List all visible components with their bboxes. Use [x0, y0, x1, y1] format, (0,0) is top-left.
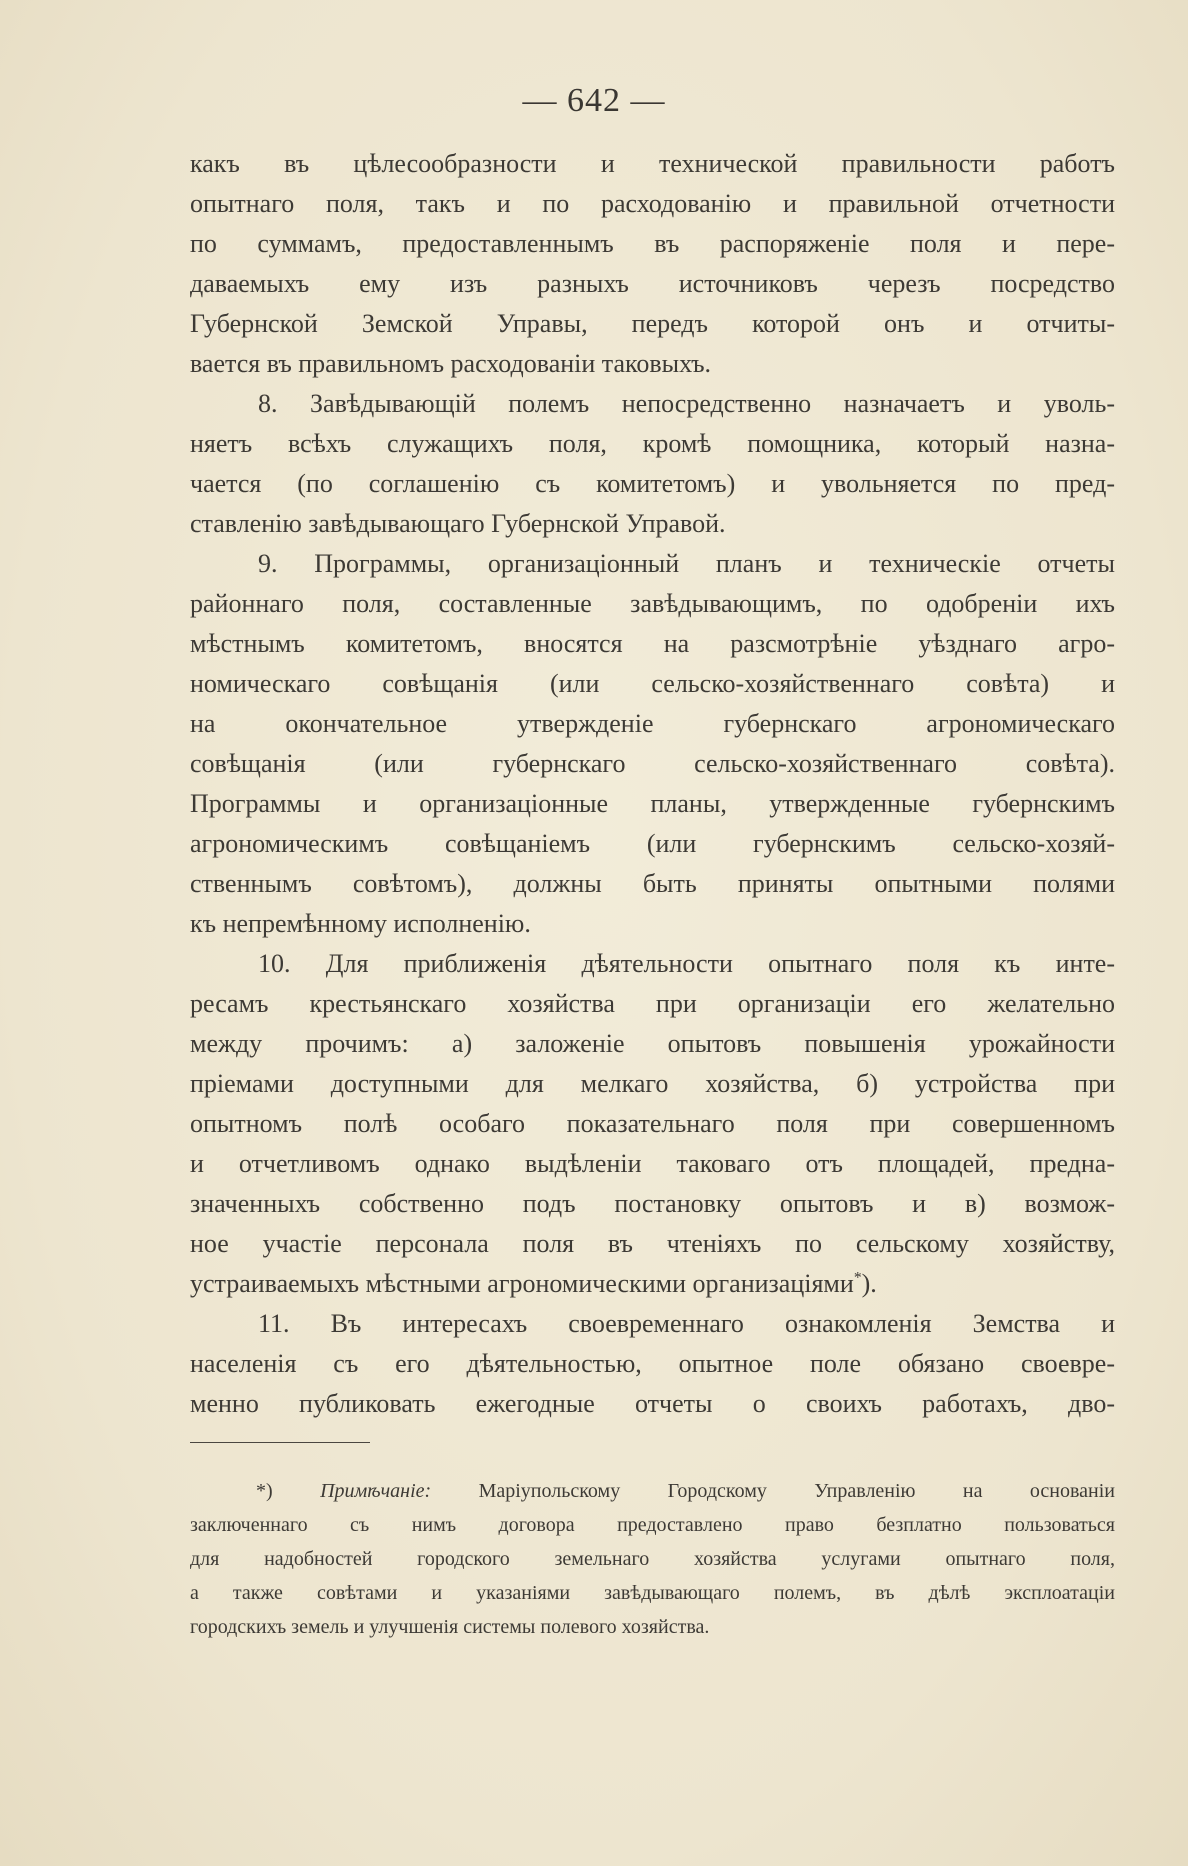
text-line: значенныхъ собственно подъ постановку опытовъ и в) возмож-: [190, 1189, 1115, 1218]
text-line: къ непремѣнному исполненію.: [190, 909, 531, 938]
text-line: 10. Для приближенія дѣятельности опытнаго поля къ инте-: [258, 949, 1115, 978]
text-line: 8. Завѣдывающій полемъ непосредственно назначаетъ и уволь-: [258, 389, 1115, 418]
text-line: 11. Въ интересахъ своевременнаго ознакомленія Земства и: [258, 1309, 1115, 1338]
text-line: агрономическимъ совѣщаніемъ (или губернскимъ сельско-хозяй-: [190, 829, 1115, 858]
text-line: совѣщанія (или губернскаго сельско-хозяйственнаго совѣта).: [190, 749, 1115, 778]
text-line-content: устраиваемыхъ мѣстными агрономическими организаціями: [190, 1269, 854, 1298]
footnote-line: [190, 1474, 1115, 1508]
text-line: на окончательное утвержденіе губернскаго агрономическаго: [190, 709, 1115, 738]
footnote-divider: [190, 1442, 370, 1443]
text-line: и отчетливомъ однако выдѣленіи таковаго отъ площадей, предна-: [190, 1149, 1115, 1178]
footnote-label: Примѣчаніе:: [320, 1480, 432, 1502]
text-line: ресамъ крестьянскаго хозяйства при организаціи его желательно: [190, 989, 1115, 1018]
text-line: даваемыхъ ему изъ разныхъ источниковъ черезъ посредство: [190, 269, 1115, 298]
text-line: менно публиковать ежегодные отчеты о своихъ работахъ, дво-: [190, 1389, 1115, 1418]
text-line: вается въ правильномъ расходованіи таковыхъ.: [190, 349, 712, 378]
footnote-marker: *): [256, 1480, 273, 1502]
footnote-reference[interactable]: *: [853, 1269, 862, 1287]
text-line-tail: ).: [861, 1269, 877, 1298]
text-line: населенія съ его дѣятельностью, опытное поле обязано своевре-: [190, 1349, 1115, 1378]
text-line: пріемами доступными для мелкаго хозяйства, б) устройства при: [190, 1069, 1115, 1098]
text-line: между прочимъ: а) заложеніе опытовъ повышенія урожайности: [190, 1029, 1115, 1058]
footnote-line: для надобностей городского земельнаго хозяйства услугами опытнаго поля,: [190, 1548, 1115, 1570]
text-line: 9. Программы, организаціонный планъ и техническіе отчеты: [258, 549, 1115, 578]
text-line: какъ въ цѣлесообразности и технической правильности работъ: [190, 149, 1115, 178]
body-text: [190, 144, 1115, 1424]
text-line: Губернской Земской Управы, передъ которой онъ и отчиты-: [190, 309, 1115, 338]
text-line: ное участіе персонала поля въ чтеніяхъ по сельскому хозяйству,: [190, 1229, 1115, 1258]
footnote-line-content: Маріупольскому Городскому Управленію на основаніи: [478, 1480, 1115, 1502]
text-line: чается (по соглашенію съ комитетомъ) и увольняется по пред-: [190, 469, 1115, 498]
page-number: — 642 —: [522, 82, 666, 119]
text-line: няетъ всѣхъ служащихъ поля, кромѣ помощника, который назна-: [190, 429, 1115, 458]
footnote-line: городскихъ земель и улучшенія системы полевого хозяйства.: [190, 1616, 710, 1638]
text-line: опытнаго поля, такъ и по расходованію и правильной отчетности: [190, 189, 1115, 218]
text-line: ставленію завѣдывающаго Губернской Управой.: [190, 509, 726, 538]
text-line: по суммамъ, предоставленнымъ въ распоряженіе поля и пере-: [190, 229, 1115, 258]
text-line: номическаго совѣщанія (или сельско-хозяйственнаго совѣта) и: [190, 669, 1115, 698]
text-line: ственнымъ совѣтомъ), должны быть приняты опытными полями: [190, 869, 1115, 898]
text-line: Программы и организаціонные планы, утвержденные губернскимъ: [190, 789, 1115, 818]
footnote: [190, 1474, 1115, 1644]
text-line: мѣстнымъ комитетомъ, вносятся на разсмотрѣніе уѣзднаго агро-: [190, 629, 1115, 658]
footnote-line: а также совѣтами и указаніями завѣдывающаго полемъ, въ дѣлѣ эксплоатаціи: [190, 1582, 1115, 1604]
text-line: опытномъ полѣ особаго показательнаго поля при совершенномъ: [190, 1109, 1115, 1138]
text-line: районнаго поля, составленные завѣдывающимъ, по одобреніи ихъ: [190, 589, 1115, 618]
text-line: [190, 1264, 1115, 1304]
footnote-line: заключеннаго съ нимъ договора предоставлено право безплатно пользоваться: [190, 1514, 1115, 1536]
